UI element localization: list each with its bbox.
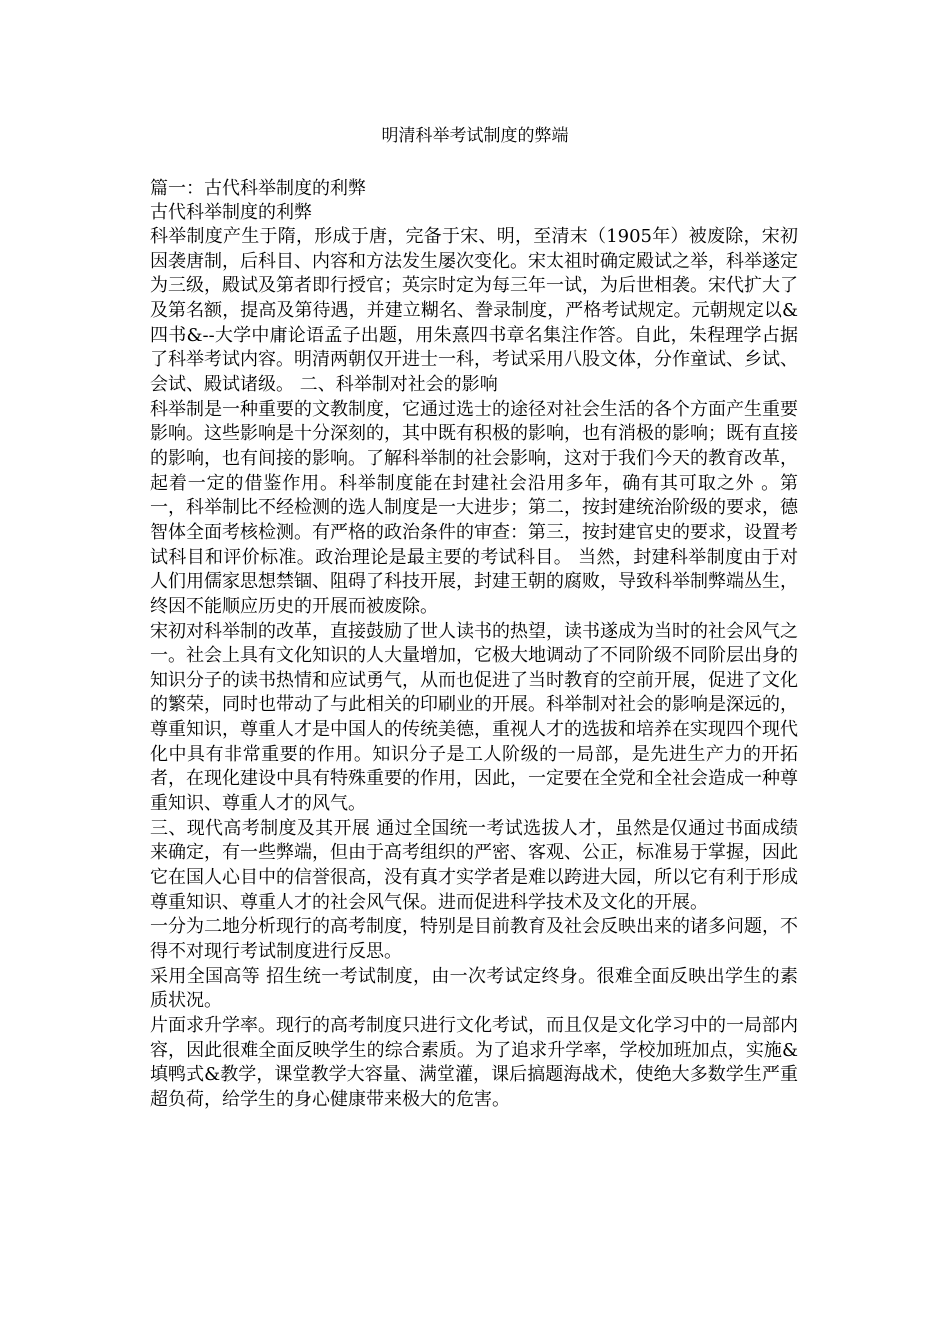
paragraph-5: 一分为二地分析现行的高考制度，特别是目前教育及社会反映出来的诸多问题，不得不对现行考试制度进行反思。 — [150, 916, 798, 963]
paragraph-4: 三、现代高考制度及其开展 通过全国统一考试选拔人才，虽然是仅通过书面成绩来确定，有一些弊端，但由于高考组织的严密、客观、公正，标准易于掌握，因此它在国人心目中的信誉很高，没有真才实学者是难以跨进大园，所以它有利于形成尊重知识、尊重人才的社会风气保。进而促进科学技术及文化的开展。 — [150, 817, 798, 913]
page-title: 明清科举考试制度的弊端 — [381, 126, 569, 146]
document-body — [150, 177, 798, 1113]
subheading: 古代科举制度的利弊 — [150, 202, 312, 223]
paragraph-6: 采用全国高等 招生统一考试制度，由一次考试定终身。很难全面反映出学生的素质状况。 — [150, 965, 798, 1012]
paragraph-7: 片面求升学率。现行的高考制度只进行文化考试，而且仅是文化学习中的一局部内容，因此很难全面反映学生的综合素质。为了追求升学率，学校加班加点，实施&填鸭式&教学，课堂教学大容量、满堂灌，课后搞题海战术，使绝大多数学生严重超负荷，给学生的身心健康带来极大的危害。 — [150, 1015, 798, 1110]
section-heading: 篇一：古代科举制度的利弊 — [150, 178, 366, 199]
paragraph-1: 科举制度产生于隋，形成于唐，完备于宋、明，至清末（1905年）被废除，宋初因袭唐制，后科目、内容和方法发生屡次变化。宋太祖时确定殿试之举，科举遂定为三级，殿试及第者即行授官；英宗时定为每三年一试，为后世相袭。宋代扩大了及第名额，提高及第待遇，并建立糊名、誊录制度，严格考试规定。元朝规定以&四书&--大学中庸论语孟子出题，用朱熹四书章名集注作答。自此，朱程理学占据了科举考试内容。明清两朝仅开进士一科，考试采用八股文体，分作童试、乡试、会试、殿试诸级。 二、科举制对社会的影响 — [150, 226, 798, 395]
paragraph-2: 科举制是一种重要的文教制度，它通过选士的途径对社会生活的各个方面产生重要影响。这些影响是十分深刻的，其中既有积极的影响，也有消极的影响；既有直接的影响，也有间接的影响。了解科举制的社会影响，这对于我们今天的教育改革，起着一定的借鉴作用。科举制度能在封建社会沿用多年，确有其可取之外 。第一，科举制比不经检测的选人制度是一大进步；第二，按封建统治阶级的要求，德智体全面考核检测。有严格的政治条件的审查：第三，按封建官史的要求，设置考试科目和评价标准。政治理论是最主要的考试科目。 当然，封建科举制度由于对人们用儒家思想禁锢、阻碍了科技开展，封建王朝的腐败，导致科举制弊端丛生，终因不能顺应历史的开展而被废除。 — [150, 398, 798, 617]
paragraph-3: 宋初对科举制的改革，直接鼓励了世人读书的热望，读书遂成为当时的社会风气之一。社会上具有文化知识的人大量增加，它极大地调动了不同阶级不同阶层出身的知识分子的读书热情和应试勇气，从而也促进了当时教育的空前开展，促进了文化的繁荣，同时也带动了与此相关的印刷业的开展。科举制对社会的影响是深远的，尊重知识，尊重人才是中国人的传统美德，重视人才的选拔和培养在实现四个现代化中具有非常重要的作用。知识分子是工人阶级的一局部，是先进生产力的开拓者，在现化建设中具有特殊重要的作用，因此，一定要在全党和全社会造成一种尊重知识、尊重人才的风气。 — [150, 620, 798, 815]
